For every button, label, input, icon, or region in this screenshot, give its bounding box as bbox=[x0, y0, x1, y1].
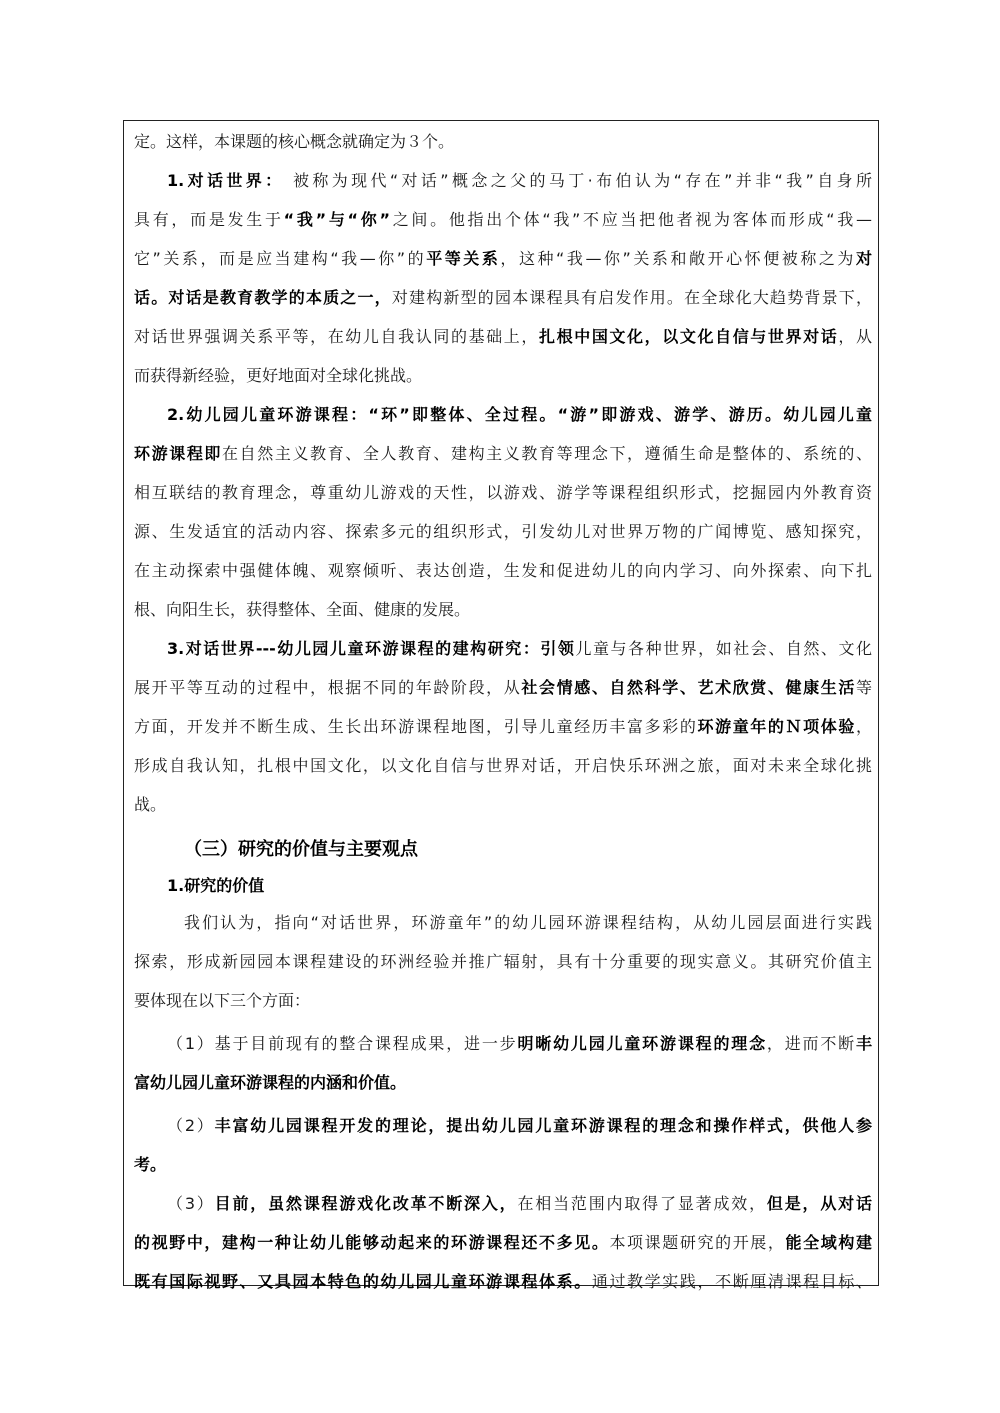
text-line: 相互联结的教育理念，尊重幼儿游戏的天性，以游戏、游学等课程组织形式，挖掘园内外教育资 bbox=[134, 483, 872, 502]
text-line: 定。这样，本课题的核心概念就确定为３个。 bbox=[134, 132, 455, 151]
text-line: 根、向阳生长，获得整体、全面、健康的发展。 bbox=[134, 600, 471, 619]
document-body bbox=[134, 122, 872, 1301]
text-line: 展开平等互动的过程中，根据不同的年龄阶段，从社会情感、自然科学、艺术欣赏、健康生活等 bbox=[134, 678, 872, 697]
subsection-heading: 1.研究的价值 bbox=[167, 876, 265, 895]
text-line: 具有，而是发生于“我”与“你”之间。他指出个体“我”不应当把他者视为客体而形成“我— bbox=[134, 210, 872, 229]
text-line: 的视野中，建构一种让幼儿能够动起来的环游课程还不多见。本项课题研究的开展，能全域构建 bbox=[134, 1233, 872, 1252]
text-line: （1）基于目前现有的整合课程成果，进一步明晰幼儿园儿童环游课程的理念，进而不断丰 bbox=[167, 1034, 872, 1053]
text-line: 探索，形成新园园本课程建设的环洲经验并推广辐射，具有十分重要的现实意义。其研究价值主 bbox=[134, 952, 872, 971]
text-line: （3）目前，虽然课程游戏化改革不断深入，在相当范围内取得了显著成效，但是，从对话 bbox=[167, 1194, 872, 1213]
text-line: 它”关系，而是应当建构“我—你”的平等关系，这种“我—你”关系和敞开心怀便被称之为对 bbox=[134, 249, 872, 268]
text-line: 3.对话世界---幼儿园儿童环游课程的建构研究：引领儿童与各种世界，如社会、自然、文化 bbox=[167, 639, 872, 658]
text-line: 2.幼儿园儿童环游课程：“环”即整体、全过程。“游”即游戏、游学、游历。幼儿园儿童 bbox=[167, 405, 872, 424]
text-line: 方面，开发并不断生成、生长出环游课程地图，引导儿童经历丰富多彩的环游童年的Ｎ项体验， bbox=[134, 717, 872, 736]
text-line: 1.对话世界： 被称为现代“对话”概念之父的马丁·布伯认为“存在”并非“我”自身所 bbox=[167, 171, 872, 190]
text-line: 在主动探索中强健体魄、观察倾听、表达创造，生发和促进幼儿的向内学习、向外探索、向下扎 bbox=[134, 561, 872, 580]
text-line: 而获得新经验，更好地面对全球化挑战。 bbox=[134, 366, 423, 385]
text-line: 环游课程即在自然主义教育、全人教育、建构主义教育等理念下，遵循生命是整体的、系统的、 bbox=[134, 444, 872, 463]
text-line: 对话世界强调关系平等，在幼儿自我认同的基础上，扎根中国文化，以文化自信与世界对话，从 bbox=[134, 327, 872, 346]
text-line: 战。 bbox=[134, 795, 167, 814]
text-line: 我们认为，指向“对话世界，环游童年”的幼儿园环游课程结构，从幼儿园层面进行实践 bbox=[184, 913, 872, 932]
text-line: 源、生发适宜的活动内容、探索多元的组织形式，引发幼儿对世界万物的广闻博览、感知探究， bbox=[134, 522, 872, 541]
text-line: 考。 bbox=[134, 1155, 167, 1174]
text-line: 话。对话是教育教学的本质之一，对建构新型的园本课程具有启发作用。在全球化大趋势背景下， bbox=[134, 288, 872, 307]
section-heading: （三）研究的价值与主要观点 bbox=[184, 839, 418, 860]
text-line: （2）丰富幼儿园课程开发的理论，提出幼儿园儿童环游课程的理念和操作样式，供他人参 bbox=[167, 1116, 872, 1135]
text-line: 要体现在以下三个方面： bbox=[134, 991, 311, 1010]
text-line: 形成自我认知，扎根中国文化，以文化自信与世界对话，开启快乐环洲之旅，面对未来全球化挑 bbox=[134, 756, 872, 775]
text-line: 既有国际视野、又具园本特色的幼儿园儿童环游课程体系。通过教学实践，不断厘清课程目标、 bbox=[134, 1272, 872, 1291]
text-line: 富幼儿园儿童环游课程的内涵和价值。 bbox=[134, 1073, 407, 1092]
